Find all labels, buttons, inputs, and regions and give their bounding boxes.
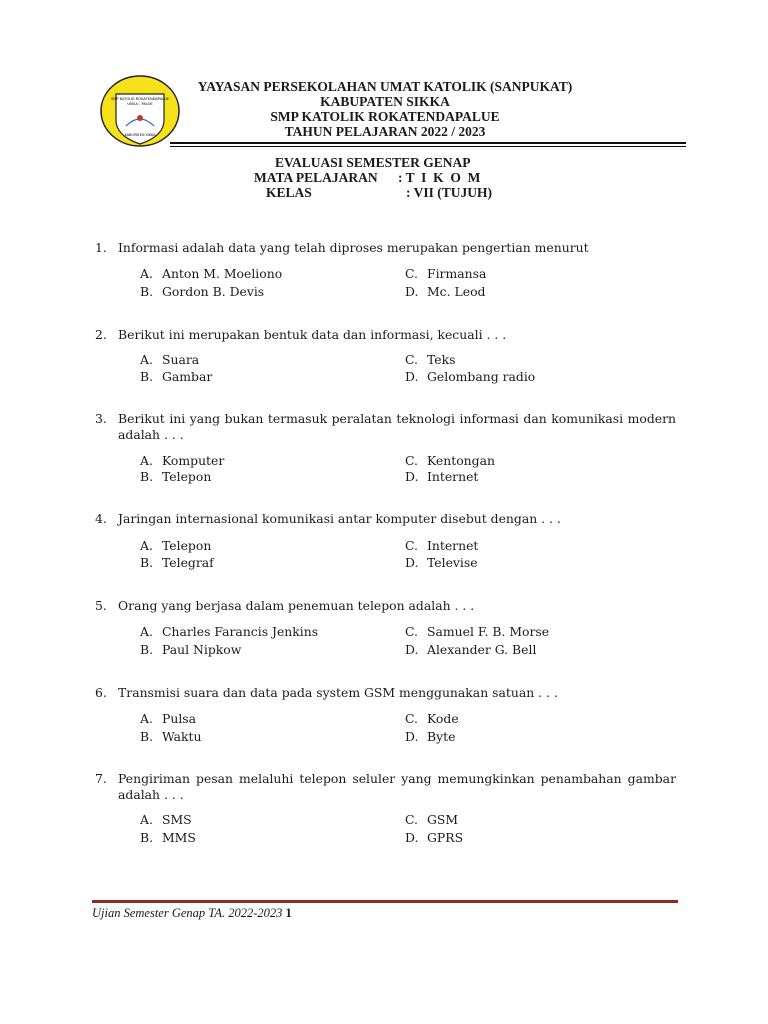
option-c: C. Kentongan bbox=[405, 453, 495, 468]
question-number: 6. bbox=[95, 685, 107, 700]
option-d: D. Mc. Leod bbox=[405, 284, 486, 299]
footer-text: Ujian Semester Genap TA. 2022-2023 bbox=[92, 906, 283, 920]
question-text: Jaringan internasional komunikasi antar komputer disebut dengan . . . bbox=[118, 511, 561, 526]
exam-title: EVALUASI SEMESTER GENAP bbox=[275, 155, 471, 170]
option-d: D. Gelombang radio bbox=[405, 369, 536, 384]
option-a: A. Anton M. Moeliono bbox=[140, 266, 283, 281]
option-b: B. Waktu bbox=[140, 729, 202, 744]
question-text: Informasi adalah data yang telah diproses merupakan pengertian menurut bbox=[118, 240, 589, 255]
option-d: D. GPRS bbox=[405, 830, 464, 845]
class-label: KELAS bbox=[266, 185, 312, 200]
svg-text:SMP KATOLIK ROKATENDAPALUE: SMP KATOLIK ROKATENDAPALUE bbox=[111, 97, 169, 101]
option-b: B. Telepon bbox=[140, 469, 212, 484]
svg-text:UNGA - PALUE: UNGA - PALUE bbox=[127, 102, 153, 106]
option-a: A. Charles Farancis Jenkins bbox=[140, 624, 319, 639]
option-d: D. Byte bbox=[405, 729, 456, 744]
question-number: 7. bbox=[95, 771, 107, 786]
option-d: D. Televise bbox=[405, 555, 478, 570]
school-name: SMP KATOLIK ROKATENDAPALUE bbox=[270, 109, 500, 124]
footer bbox=[92, 906, 292, 921]
footer-divider bbox=[92, 900, 678, 903]
option-c: C. Internet bbox=[405, 538, 479, 553]
question-text: Berikut ini merupakan bentuk data dan informasi, kecuali . . . bbox=[118, 327, 507, 342]
option-a: A. Telepon bbox=[140, 538, 212, 553]
svg-text:KABUPATEN SIKKA: KABUPATEN SIKKA bbox=[124, 133, 156, 137]
question-text: Orang yang berjasa dalam penemuan telepon adalah . . . bbox=[118, 598, 475, 613]
option-d: D. Alexander G. Bell bbox=[405, 642, 537, 657]
option-a: A. Komputer bbox=[140, 453, 225, 468]
question-number: 4. bbox=[95, 511, 107, 526]
question-number: 1. bbox=[95, 240, 107, 255]
regency-name: KABUPATEN SIKKA bbox=[320, 94, 450, 109]
header-divider bbox=[170, 142, 686, 144]
option-b: B. Paul Nipkow bbox=[140, 642, 242, 657]
option-d: D. Internet bbox=[405, 469, 479, 484]
option-b: B. Gordon B. Devis bbox=[140, 284, 265, 299]
option-c: C. GSM bbox=[405, 812, 459, 827]
option-c: C. Samuel F. B. Morse bbox=[405, 624, 550, 639]
foundation-name: YAYASAN PERSEKOLAHAN UMAT KATOLIK (SANPUKAT) bbox=[197, 79, 573, 94]
option-c: C. Kode bbox=[405, 711, 459, 726]
class-value: : VII (TUJUH) bbox=[406, 185, 493, 200]
option-b: B. Telegraf bbox=[140, 555, 214, 570]
subject-label: MATA PELAJARAN bbox=[254, 170, 378, 185]
option-b: B. MMS bbox=[140, 830, 196, 845]
question-number: 5. bbox=[95, 598, 107, 613]
page-number: 1 bbox=[285, 906, 292, 920]
option-c: C. Firmansa bbox=[405, 266, 487, 281]
option-a: A. Pulsa bbox=[140, 711, 197, 726]
question-number: 2. bbox=[95, 327, 107, 342]
option-a: A. Suara bbox=[140, 352, 200, 367]
academic-year: TAHUN PELAJARAN 2022 / 2023 bbox=[284, 124, 486, 139]
header-divider-thin bbox=[170, 146, 686, 147]
question-text: Berikut ini yang bukan termasuk peralatan teknologi informasi dan komunikasi modern adalah . . . bbox=[118, 411, 676, 442]
question-text: Transmisi suara dan data pada system GSM menggunakan satuan . . . bbox=[118, 685, 558, 700]
option-b: B. Gambar bbox=[140, 369, 213, 384]
question-number: 3. bbox=[95, 411, 107, 426]
option-a: A. SMS bbox=[140, 812, 192, 827]
option-c: C. Teks bbox=[405, 352, 456, 367]
question-text: Pengiriman pesan melaluhi telepon seluler yang memungkinkan penambahan gambar adalah . . . bbox=[118, 771, 676, 802]
subject-value: : T I K O M bbox=[398, 170, 481, 185]
